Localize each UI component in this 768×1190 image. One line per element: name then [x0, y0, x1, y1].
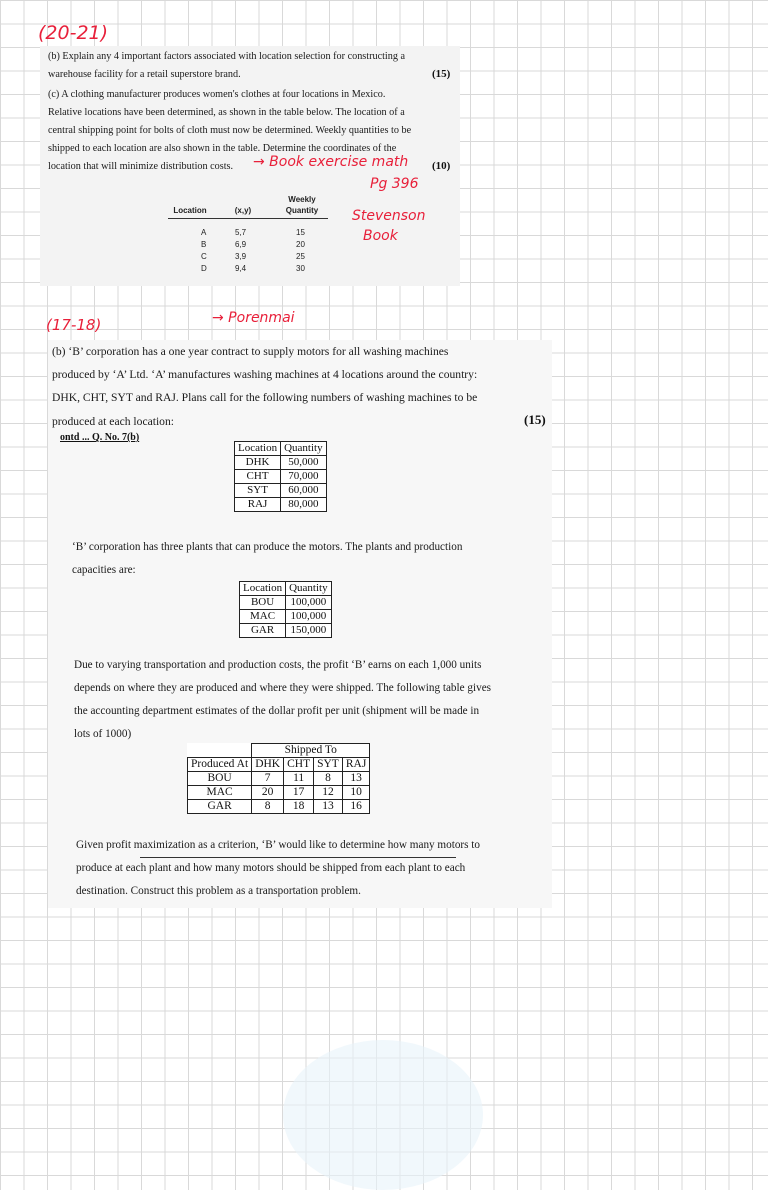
q2-intro-line-3: DHK, CHT, SYT and RAJ. Plans call for the following numbers of washing machines to be [52, 391, 478, 404]
row-b-qty: 20 [296, 240, 305, 249]
q2-intro-line-2: produced by ‘A’ Ltd. ‘A’ manufactures washing machines at 4 locations around the country: [52, 368, 478, 381]
supply-loc: GAR [240, 624, 286, 638]
demand-qty: 80,000 [281, 498, 327, 512]
profit-cell: 17 [284, 786, 314, 800]
q1b-marks: (15) [432, 68, 451, 80]
profit-line-1: Due to varying transportation and production costs, the profit ‘B’ earns on each 1,000 units [74, 659, 482, 671]
final-line-2: produce at each plant and how many motors should be shipped from each plant to each [76, 862, 466, 874]
supply-table [239, 581, 332, 638]
demand-table [234, 441, 327, 512]
col-raj: RAJ [342, 758, 369, 772]
profit-table [187, 743, 370, 814]
col-dhk: DHK [252, 758, 284, 772]
profit-cell: 12 [314, 786, 343, 800]
demand-loc: CHT [235, 470, 281, 484]
plants-line-2: capacities are: [72, 564, 136, 576]
demand-loc: DHK [235, 456, 281, 470]
q1c-marks: (10) [432, 160, 451, 172]
col-header-xy: (x,y) [234, 206, 252, 215]
handwritten-book-name: Stevenson [352, 208, 426, 224]
question-clip-2017-18 [48, 340, 552, 908]
plants-line-1: ‘B’ corporation has three plants that can produce the motors. The plants and production [72, 541, 463, 553]
profit-line-3: the accounting department estimates of the dollar profit per unit (shipment will be made in [74, 705, 480, 717]
profit-cell: 16 [342, 800, 369, 814]
table-header-rule [168, 218, 328, 219]
watermark-seal [283, 1040, 483, 1190]
demand-header-location: Location [235, 442, 281, 456]
final-line-3: destination. Construct this problem as a transportation problem. [76, 885, 361, 897]
supply-qty: 100,000 [286, 596, 332, 610]
q1c-line-1: (c) A clothing manufacturer produces women's clothes at four locations in Mexico. [48, 89, 386, 100]
profit-line-4: lots of 1000) [74, 728, 132, 740]
supply-loc: MAC [240, 610, 286, 624]
row-a-xy: 5,7 [235, 228, 247, 237]
col-cht: CHT [284, 758, 314, 772]
col-header-weekly: Weekly [288, 195, 316, 204]
handwritten-person-note: → Porenmai [212, 310, 295, 326]
row-d-location: D [201, 264, 207, 273]
handwritten-year-tag-1718: (17-18) [46, 316, 102, 334]
profit-cell: 20 [252, 786, 284, 800]
profit-line-2: depends on where they are produced and where they were shipped. The following table gives [74, 682, 492, 694]
profit-cell: 18 [284, 800, 314, 814]
q2-intro-line-1: (b) ‘B’ corporation has a one year contract to supply motors for all washing machines [52, 345, 449, 358]
final-line-1: Given profit maximization as a criterion, ‘B’ would like to determine how many motors to [76, 839, 480, 851]
supply-header-quantity: Quantity [286, 582, 332, 596]
demand-header-quantity: Quantity [281, 442, 327, 456]
row-c-qty: 25 [296, 252, 305, 261]
demand-qty: 60,000 [281, 484, 327, 498]
profit-cell: 7 [252, 772, 284, 786]
handwritten-book-word: Book [363, 228, 398, 244]
col-header-quantity: Quantity [285, 206, 319, 215]
q1b-line-1: (b) Explain any 4 important factors associated with location selection for constructing a [48, 51, 406, 62]
col-syt: SYT [314, 758, 343, 772]
profit-cell: 8 [252, 800, 284, 814]
row-a-location: A [201, 228, 207, 237]
plant-bou: BOU [188, 772, 252, 786]
handwritten-book-exercise-note: → Book exercise math [253, 154, 409, 170]
profit-cell: 11 [284, 772, 314, 786]
profit-cell: 13 [314, 800, 343, 814]
row-a-qty: 15 [296, 228, 305, 237]
q1c-line-4: shipped to each location are also shown in the table. Determine the coordinates of the [48, 143, 397, 154]
row-c-xy: 3,9 [235, 252, 247, 261]
profit-cell: 8 [314, 772, 343, 786]
demand-loc: SYT [235, 484, 281, 498]
col-header-location: Location [173, 206, 207, 215]
supply-qty: 100,000 [286, 610, 332, 624]
plant-mac: MAC [188, 786, 252, 800]
demand-qty: 50,000 [281, 456, 327, 470]
row-c-location: C [201, 252, 207, 261]
row-b-xy: 6,9 [235, 240, 247, 249]
supply-header-location: Location [240, 582, 286, 596]
q2-marks: (15) [524, 412, 546, 427]
handwritten-year-tag-2021: (20-21) [38, 22, 109, 44]
row-d-xy: 9,4 [235, 264, 247, 273]
shipped-to-header: Shipped To [252, 744, 370, 758]
supply-loc: BOU [240, 596, 286, 610]
supply-qty: 150,000 [286, 624, 332, 638]
q1c-line-2: Relative locations have been determined, as shown in the table below. The location of a [48, 107, 405, 118]
q1c-line-3: central shipping point for bolts of cloth must now be determined. Weekly quantities to be [48, 125, 412, 136]
profit-cell: 13 [342, 772, 369, 786]
demand-qty: 70,000 [281, 470, 327, 484]
demand-loc: RAJ [235, 498, 281, 512]
profit-cell: 10 [342, 786, 369, 800]
q1b-line-2: warehouse facility for a retail superstore brand. [48, 69, 241, 80]
row-d-qty: 30 [296, 264, 305, 273]
q2-contd-label: ontd ... Q. No. 7(b) [60, 432, 140, 443]
handwritten-page-note: Pg 396 [370, 176, 419, 192]
produced-at-header: Produced At [188, 758, 252, 772]
q1c-line-5: location that will minimize distribution costs. [48, 161, 234, 172]
q2-intro-line-4: produced at each location: [52, 415, 175, 428]
plant-gar: GAR [188, 800, 252, 814]
row-b-location: B [201, 240, 207, 249]
